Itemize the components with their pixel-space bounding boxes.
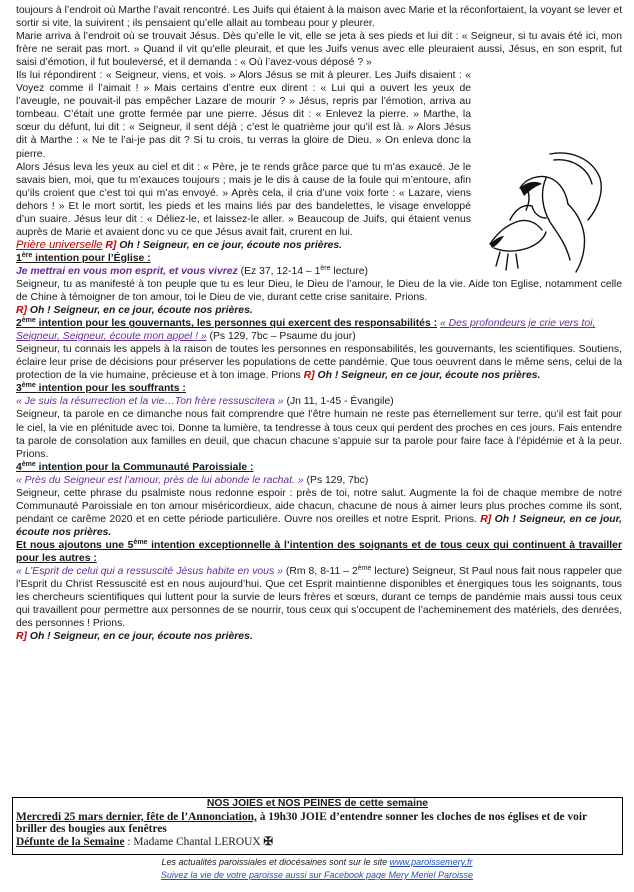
intention-1-refrain: R] Oh ! Seigneur, en ce jour, écoute nos prières. bbox=[16, 305, 253, 317]
prayer-title: Prière universelle bbox=[16, 238, 103, 251]
intention-5-quote: « L’Esprit de celui qui a ressuscité Jésus habite en vous » bbox=[16, 566, 283, 578]
intention-3-reference: « Je suis la résurrection et la vie…Ton frère ressuscitera » (Jn 11, 1-45 - Évangile) bbox=[16, 396, 394, 408]
website-link[interactable]: www.paroissemery.fr bbox=[389, 857, 473, 867]
intention-1-reference: Je mettrai en vous mon esprit, et vous vivrez (Ez 37, 12-14 – 1ère lecture) bbox=[16, 264, 369, 277]
intention-3-text: Seigneur, ta parole en ce dimanche nous fait comprendre que l’être humain ne reste pas éternellement sur terre, qu’il est fait pour le ciel, la vie en plénitude avec toi. Donne ta lumière, ta tendresse à tous ceux qui perdent des proches en ces jours. Fais entendre ta parole de consolation aux familles en deuil, que chacun chacune s’appuie sur ta parole pour faire face à l’épidémie et à la peur. Prions. bbox=[16, 409, 622, 460]
intention-1-quote: Je mettrai en vous mon esprit, et vous vivrez bbox=[16, 265, 238, 277]
gospel-paragraph-2: Marie arriva à l’endroit où se trouvait Jésus. Dès qu’elle le vit, elle se jeta à ses pieds et lui dit : « Seigneur, si tu avais été ici, mon frère ne serait pas mort. » Quand il vit qu’elle pleurait, et que les Juifs venus avec elle pleuraient aussi, Jésus, en son esprit, fut saisi d’émotion, il fut bouleversé, et il demanda : « Où l’avez-vous déposé ? » bbox=[16, 31, 622, 69]
joys-and-sorrows-box bbox=[12, 797, 623, 855]
intention-3-heading: 3ème intention pour les souffrants : bbox=[16, 382, 186, 395]
refrain-marker: R] bbox=[105, 239, 117, 251]
intention-5-refrain: R] Oh ! Seigneur, en ce jour, écoute nos prières. bbox=[16, 631, 253, 643]
gospel-paragraph-1: toujours à l’endroit où Marthe l’avait rencontré. Les Juifs qui étaient à la maison avec Marie et la réconfortaient, la voyant se lever et sortir si vite, la suivirent ; ils pensaient qu’elle allait au tombeau pour y pleurer. bbox=[16, 5, 622, 30]
intention-1-text: Seigneur, tu as manifesté à ton peuple que tu es leur Dieu, le Dieu de l’amour, le Dieu de la vie. Aide ton Eglise, notamment celle de Chine à témoigner de ton amour, toi le Dieu de vie, durant cette crise sanitaire. Prions. bbox=[16, 278, 622, 304]
joys-title: NOS JOIES et NOS PEINES de cette semaine bbox=[206, 798, 429, 809]
intention-4-text: Seigneur, cette phrase du psalmiste nous redonne espoir : près de toi, notre salut. Augmente la foi de chaque membre de notre Communauté Paroissiale en ton amour miséricordieux, aide chacun, chacune de nous à aimer leurs plus proches comme ils sont, pendant ce carême 2020 et en cette période particulière. Ouvre nos oreilles et notre Esprit. Prions. R] Oh ! Seigneur, en ce jour, écoute nos prières. bbox=[16, 487, 623, 538]
refrain-text: Oh ! Seigneur, en ce jour, écoute nos prières. bbox=[119, 239, 343, 251]
intention-2-text: Seigneur, tu connais les appels à la raison de toutes les personnes en responsabilités, les gouvernants, les scientifiques. Soutiens, éclaire leur prise de décisions pour préserver les populations de cette pandémie. Que tous oeuvrent dans le même sens, celui de la protection de la vie humaine, précieuse et à ton image. Prions R] Oh ! Seigneur, en ce jour, écoute nos prières. bbox=[16, 344, 622, 382]
intention-5-body: « L’Esprit de celui qui a ressuscité Jésus habite en vous » (Rm 8, 8-11 – 2ème lecture) Seigneur, St Paul nous fait nous rappeler que l’Esprit du Christ Ressuscité est en nous aujourd’hui. Que cet Esprit maintienne disponibles et énergiques tous les soignants, tous les chercheurs scientifiques qui luttent pour la survie de leurs frères et sœurs, durant ce temps de pandémie mais aussi tous ceux qui travaillent pour permettre aux personnes de se nourrir, tous ceux qui s’occupent de l’acheminement des matériels, des denrées, des personnes ! Prions. bbox=[16, 565, 622, 630]
intention-2-quote: « Des profondeurs je crie vers toi, Seigneur, Seigneur, écoute mon appel ! » bbox=[16, 318, 596, 343]
footer-line-2 bbox=[0, 870, 634, 882]
gospel-paragraph-4: Alors Jésus leva les yeux au ciel et dit : « Père, je te rends grâce parce que tu m’as exaucé. Je le savais bien, moi, que tu m’exauces toujours ; mais je le dis à cause de la foule qui m’entoure, afin qu’ils croient que c’est toi qui m’as envoyé. » Après cela, il cria d’une voix forte : « Lazare, viens dehors ! » Et le mort sortit, les pieds et les mains liés par des bandelettes, le visage enveloppé d’un suaire. Jésus leur dit : « Déliez-le, et laissez-le aller. » Beaucoup de Juifs, qui étaient venus auprès de Marie et avaient donc vu ce que Jésus avait fait, crurent en lui. bbox=[16, 161, 471, 238]
intention-4-heading: 4ème intention pour la Communauté Paroissiale : bbox=[16, 460, 254, 473]
intention-1-heading: 1ère intention pour l’Église : bbox=[16, 251, 151, 264]
lazarus-illustration bbox=[480, 148, 605, 278]
gospel-paragraph-3: Ils lui répondirent : « Seigneur, viens, et vois. » Alors Jésus se mit à pleurer. Les Juifs disaient : « Voyez comme il l’aimait ! » Mais certains d’entre eux dirent : « Lui qui a ouvert les yeux de l’aveugle, ne pouvait-il pas empêcher Lazare de mourir ? » Jésus, repris par l’émotion, arriva au tombeau. C’était une grotte fermée par une pierre. Jésus dit : « Enlevez la pierre. » Marthe, la sœur du défunt, lui dit : « Seigneur, il sent déjà ; c’est le quatrième jour qu’il est là. » Alors Jésus dit à Marthe : « Ne te l’ai-je pas dit ? Si tu crois, tu verras la gloire de Dieu. » On enleva donc la pierre. bbox=[16, 70, 471, 160]
intention-5-heading: Et nous ajoutons une 5ème intention exceptionnelle à l’intention des soignants et de tous ceux qui continuent à travailler pour les autres : bbox=[16, 538, 622, 564]
joys-line-2: Défunte de la Semaine : Madame Chantal LEROUX ✠ bbox=[16, 835, 273, 848]
intention-3-quote: « Je suis la résurrection et la vie…Ton frère ressuscitera » bbox=[16, 396, 284, 408]
intention-4-quote: « Près du Seigneur est l’amour, près de lui abonde le rachat. » bbox=[16, 474, 304, 486]
facebook-link[interactable]: Suivez la vie de votre paroisse aussi sur Facebook page Mery Meriel Paroisse bbox=[160, 870, 474, 880]
joys-line-1: Mercredi 25 mars dernier, fête de l’Annonciation, à 19h30 JOIE d’entendre sonner les cloches de nos églises et de voir briller des bougies aux fenêtres bbox=[16, 810, 587, 836]
intention-2-heading: 2ème intention pour les gouvernants, les personnes qui exercent des responsabilités : « Des profondeurs je crie vers toi, Seigneur, Seigneur, écoute mon appel ! » (Ps 129, 7bc – Psaume du jour) bbox=[16, 317, 596, 343]
intention-4-reference: « Près du Seigneur est l’amour, près de lui abonde le rachat. » (Ps 129, 7bc) bbox=[16, 474, 369, 486]
bulletin-page bbox=[16, 4, 622, 643]
footer-line-1: Les actualités paroissiales et diocésaines sont sur le site www.paroissemery.fr bbox=[161, 857, 473, 867]
cross-icon: ✠ bbox=[263, 835, 273, 848]
